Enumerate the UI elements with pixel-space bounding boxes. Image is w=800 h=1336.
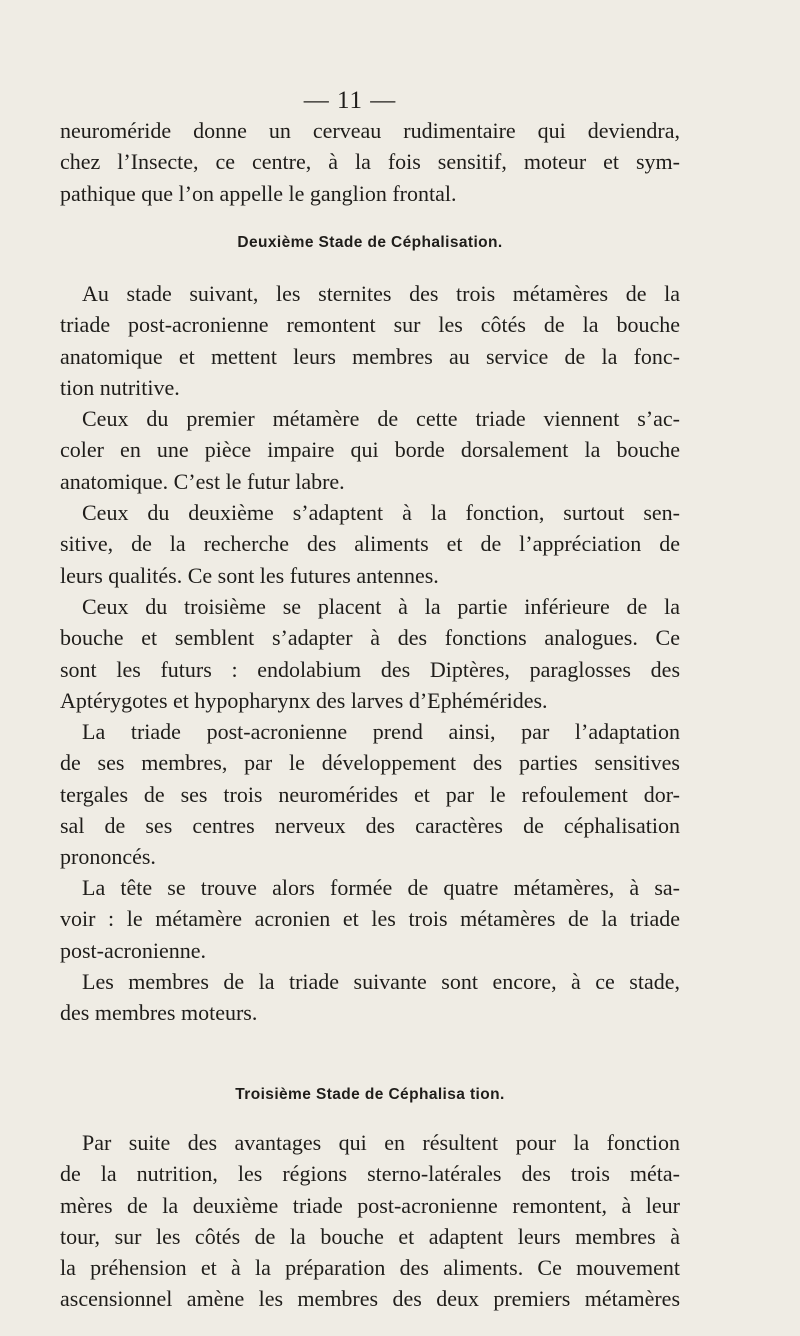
page-number: — 11 — xyxy=(303,87,397,114)
text-line: post-acronienne. xyxy=(60,937,206,963)
text-line: la préhension et à la préparation des aliments. Ce mouvement xyxy=(60,1255,680,1281)
text-line: Ceux du deuxième s’adaptent à la fonction, surtout sen- xyxy=(82,500,680,525)
text-line: La triade post-acronienne prend ainsi, par l’adaptation xyxy=(82,719,680,744)
paragraph xyxy=(60,1127,680,1315)
text-line: anatomique et mettent leurs membres au service de la fonc- xyxy=(60,343,680,369)
text-line: pathique que l’on appelle le ganglion frontal. xyxy=(60,180,457,206)
text-line: de la nutrition, les régions sterno-latérales des trois méta- xyxy=(60,1161,680,1187)
text-line: tour, sur les côtés de la bouche et adaptent leurs membres à xyxy=(60,1223,680,1249)
text-line: Aptérygotes et hypopharynx des larves d’Ephémérides. xyxy=(60,687,548,713)
text-line: Au stade suivant, les sternites des trois métamères de la xyxy=(82,281,680,306)
paragraph xyxy=(60,497,680,591)
text-line: Ceux du premier métamère de cette triade viennent s’ac- xyxy=(82,406,680,431)
text-line: coler en une pièce impaire qui borde dorsalement la bouche xyxy=(60,437,680,463)
text-line: leurs qualités. Ce sont les futures antennes. xyxy=(60,562,439,588)
text-line: bouche et semblent s’adapter à des fonctions analogues. Ce xyxy=(60,625,680,651)
text-line: anatomique. C’est le futur labre. xyxy=(60,468,345,494)
paragraph xyxy=(60,591,680,716)
text-line: Ceux du troisième se placent à la partie inférieure de la xyxy=(82,594,680,619)
paragraph xyxy=(60,872,680,966)
text-line: Par suite des avantages qui en résultent pour la fonction xyxy=(82,1130,680,1155)
text-line: tergales de ses trois neuromérides et par le refoulement dor- xyxy=(60,781,680,807)
section-heading-third-stage: Troisième Stade de Céphalisa tion. xyxy=(235,1086,505,1103)
text-line: ascensionnel amène les membres des deux premiers métamères xyxy=(60,1286,680,1312)
section-heading-second-stage: Deuxième Stade de Céphalisation. xyxy=(237,234,503,251)
text-line: La tête se trouve alors formée de quatre métamères, à sa- xyxy=(82,875,680,900)
text-line: neuroméride donne un cerveau rudimentaire qui deviendra, xyxy=(60,118,680,143)
text-line: Les membres de la triade suivante sont encore, à ce stade, xyxy=(82,969,680,994)
text-line: sitive, de la recherche des aliments et de l’appréciation de xyxy=(60,531,680,557)
text-line: sal de ses centres nerveux des caractères de céphalisation xyxy=(60,812,680,838)
text-line: prononcés. xyxy=(60,844,156,870)
text-line: chez l’Insecte, ce centre, à la fois sensitif, moteur et sym- xyxy=(60,149,680,175)
text-line: mères de la deuxième triade post-acronienne remontent, à leur xyxy=(60,1192,680,1218)
text-line: sont les futurs : endolabium des Diptères, paraglosses des xyxy=(60,656,680,682)
text-line: des membres moteurs. xyxy=(60,1000,258,1026)
text-line: triade post-acronienne remontent sur les côtés de la bouche xyxy=(60,312,680,338)
paragraph xyxy=(60,966,680,1029)
paragraph xyxy=(60,278,680,403)
text-line: tion nutritive. xyxy=(60,374,180,400)
paragraph xyxy=(60,403,680,497)
paragraph-continuation xyxy=(60,115,680,209)
paragraph xyxy=(60,716,680,872)
text-line: voir : le métamère acronien et les trois métamères de la triade xyxy=(60,906,680,932)
text-line: de ses membres, par le développement des parties sensitives xyxy=(60,750,680,776)
